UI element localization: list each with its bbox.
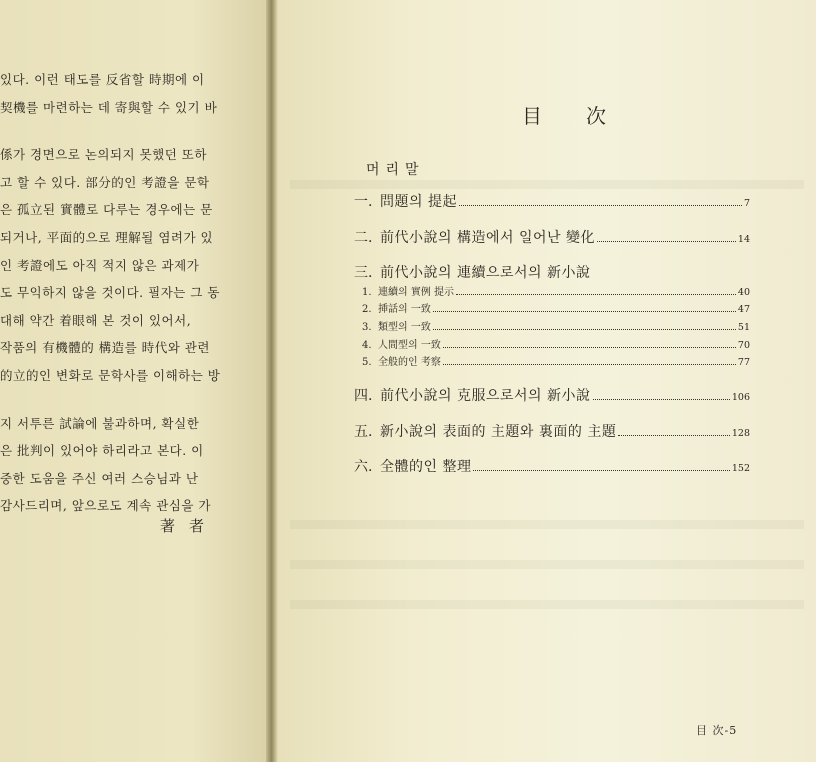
entry-title: 前代小說의 克服으로서의 新小說 — [380, 388, 591, 404]
preface-line: 있다. 이런 태도를 反省할 時期에 이 — [0, 72, 205, 87]
toc-preface: 머리말 — [366, 162, 425, 178]
entry-title: 連續의 實例 提示 — [378, 287, 455, 298]
dot-leader — [473, 469, 729, 471]
preface-line: 대해 약간 着眼해 본 것이 있어서, — [0, 312, 192, 328]
toc-subsection[interactable] — [362, 353, 750, 367]
dot-leader — [433, 328, 736, 330]
show-through — [290, 180, 804, 189]
dot-leader — [593, 398, 730, 400]
entry-number: 3. — [362, 322, 372, 333]
entry-title: 新小說의 表面的 主題와 裏面的 主題 — [380, 424, 617, 440]
preface-line: 인 考證에도 아직 적지 않은 과제가 — [0, 257, 200, 273]
entry-title: 問題의 提起 — [380, 194, 457, 210]
entry-page: 152 — [731, 463, 750, 474]
left-page — [0, 0, 272, 762]
entry-title: 前代小說의 構造에서 일어난 變化 — [380, 230, 595, 246]
preface-line: 도 무익하지 않을 것이다. 필자는 그 동 — [0, 285, 220, 301]
preface-line: 중한 도움을 주신 여러 스승님과 난 — [0, 470, 199, 486]
entry-page: 51 — [737, 322, 750, 333]
preface-line: 契機를 마련하는 데 寄與할 수 있기 바 — [0, 99, 218, 115]
book-gutter — [266, 0, 278, 762]
entry-title: 挿話의 一致 — [378, 304, 431, 315]
entry-page: 7 — [743, 198, 750, 209]
preface-line: 되거나, 平面的으로 理解될 염려가 있 — [0, 230, 214, 245]
preface-line: 的立的인 변화로 문학사를 이해하는 방 — [0, 368, 221, 383]
entry-title: 全般的인 考察 — [378, 357, 441, 368]
dot-leader — [443, 346, 736, 348]
preface-line: 고 할 수 있다. 部分的인 考證을 문학 — [0, 174, 210, 190]
entry-page: 106 — [731, 392, 750, 403]
show-through — [290, 560, 804, 569]
toc-chapter[interactable] — [354, 385, 750, 405]
dot-leader — [618, 434, 730, 436]
toc-chapter[interactable] — [354, 421, 750, 441]
toc-chapter[interactable] — [354, 262, 750, 282]
show-through — [290, 520, 804, 529]
entry-number: 5. — [362, 357, 372, 368]
entry-number: 一. — [354, 194, 373, 210]
toc-title: 目次 — [522, 104, 650, 128]
preface-line: 지 서투른 試論에 불과하며, 확실한 — [0, 415, 200, 431]
preface-line: 은 批判이 있어야 하리라고 본다. 이 — [0, 443, 204, 459]
entry-title: 人間型의 一致 — [378, 340, 441, 351]
entry-page: 128 — [731, 428, 750, 439]
toc-subsection[interactable] — [362, 283, 750, 297]
entry-number: 4. — [362, 340, 372, 351]
dot-leader — [597, 240, 736, 242]
show-through — [290, 600, 804, 609]
right-page — [278, 0, 816, 762]
dot-leader — [459, 204, 742, 206]
preface-line: 감사드리며, 앞으로도 계속 관심을 가 — [0, 498, 211, 514]
author-signature: 著者 — [160, 517, 219, 535]
dot-leader — [433, 310, 736, 312]
entry-title: 前代小說의 連續으로서의 新小說 — [380, 265, 591, 281]
entry-page: 70 — [737, 340, 750, 351]
page-footer: 目 次-5 — [696, 724, 738, 737]
entry-number: 二. — [354, 230, 373, 246]
preface-line: 은 孤立된 實體로 다루는 경우에는 문 — [0, 202, 213, 218]
entry-number: 六. — [354, 459, 373, 475]
entry-page: 77 — [737, 357, 750, 368]
preface-line: 작품의 有機體的 構造를 時代와 관련 — [0, 340, 210, 356]
entry-page: 14 — [737, 234, 750, 245]
toc-chapter[interactable] — [354, 456, 750, 476]
toc-chapter[interactable] — [354, 191, 750, 211]
entry-page: 40 — [737, 287, 750, 298]
toc-subsection[interactable] — [362, 318, 750, 332]
toc-subsection[interactable] — [362, 336, 750, 350]
dot-leader — [443, 363, 736, 365]
preface-line: 係가 경면으로 논의되지 못했던 또하 — [0, 147, 207, 163]
entry-number: 五. — [354, 424, 373, 440]
entry-page: 47 — [737, 304, 750, 315]
entry-number: 三. — [354, 265, 373, 281]
entry-number: 2. — [362, 304, 372, 315]
entry-number: 四. — [354, 388, 373, 404]
toc-chapter[interactable] — [354, 227, 750, 247]
toc-subsection[interactable] — [362, 300, 750, 314]
entry-title: 全體的인 整理 — [380, 459, 472, 475]
dot-leader — [456, 293, 736, 295]
entry-number: 1. — [362, 287, 372, 298]
entry-title: 類型의 一致 — [378, 322, 431, 333]
